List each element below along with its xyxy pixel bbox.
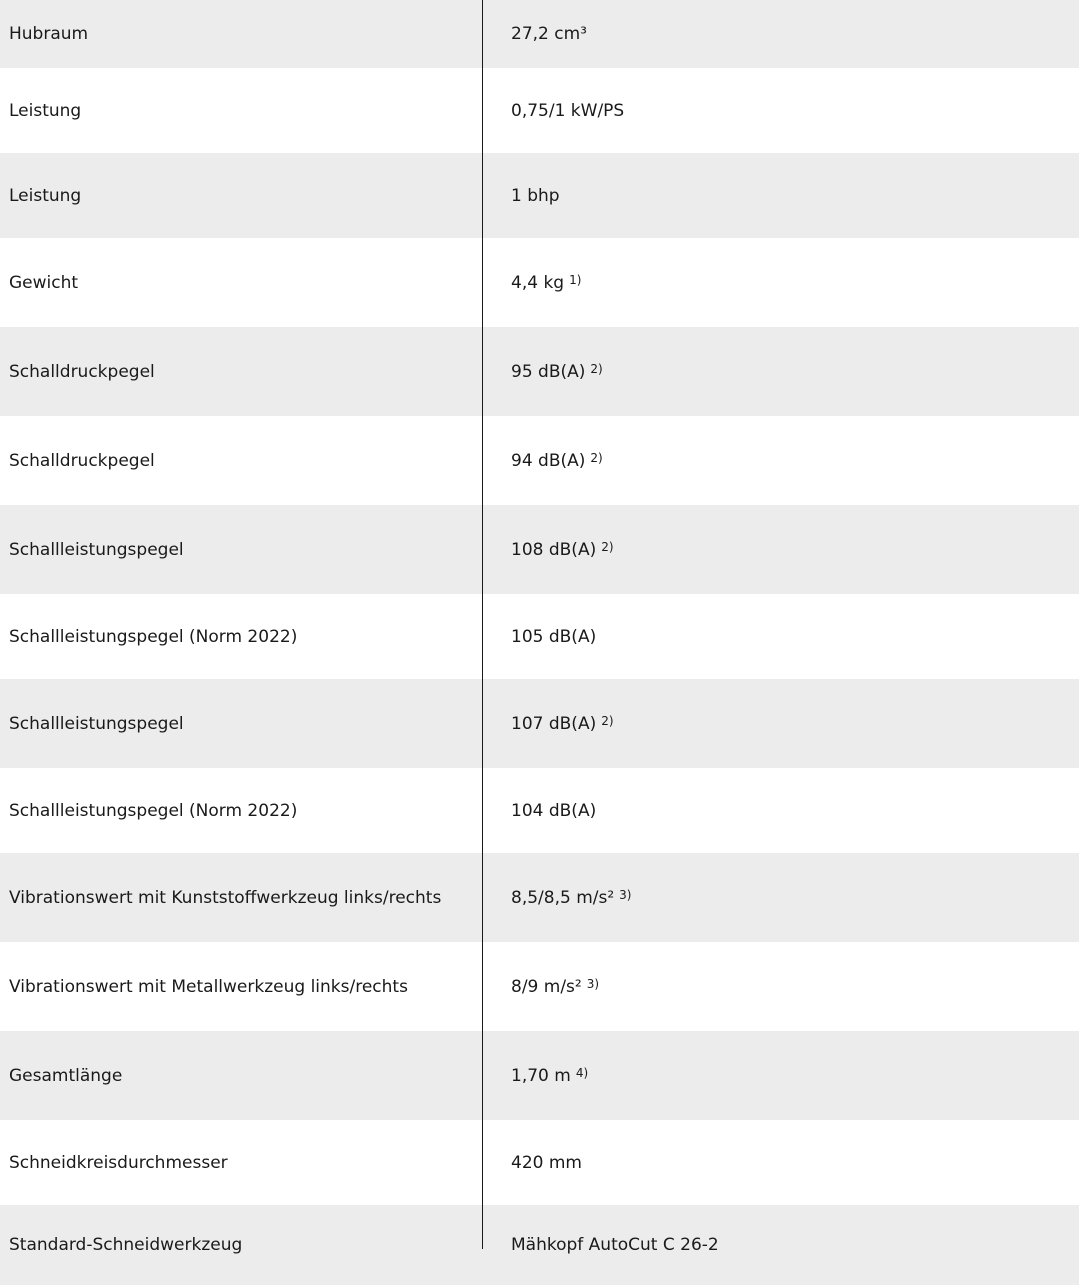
spec-label: Hubraum (9, 24, 89, 44)
column-divider (482, 0, 483, 1249)
spec-value: 420 mm (511, 1152, 582, 1173)
table-row (0, 1031, 1079, 1120)
spec-value-cell (482, 1031, 1079, 1120)
spec-value-cell (482, 153, 1079, 238)
footnote-marker: 1) (569, 272, 582, 287)
spec-label: Schallleistungspegel (Norm 2022) (9, 626, 298, 647)
spec-label: Leistung (9, 185, 82, 206)
table-row (0, 942, 1079, 1031)
footnote-marker: 3) (586, 976, 600, 991)
spec-value: 108 dB(A) (511, 539, 597, 560)
spec-value: 95 dB(A) (511, 361, 586, 382)
spec-value: 27,2 cm³ (511, 24, 587, 44)
spec-value: 8,5/8,5 m/s² (511, 887, 615, 908)
table-row (0, 1205, 1079, 1285)
footnote-marker: 2) (601, 713, 614, 728)
spec-value: 4,4 kg (511, 272, 565, 293)
spec-label: Gesamtlänge (9, 1065, 123, 1086)
spec-label: Schallleistungspegel (9, 539, 184, 560)
spec-value: 105 dB(A) (511, 626, 597, 647)
spec-label: Standard-Schneidwerkzeug (9, 1235, 243, 1255)
spec-value-cell (482, 68, 1079, 153)
table-row (0, 1120, 1079, 1205)
table-row (0, 768, 1079, 853)
table-row (0, 594, 1079, 679)
table-row (0, 0, 1079, 68)
table-row (0, 327, 1079, 416)
footnote-marker: 2) (590, 450, 603, 465)
spec-label: Schneidkreisdurchmesser (9, 1152, 228, 1173)
spec-value-cell (482, 679, 1079, 768)
spec-value-cell (482, 0, 1079, 68)
spec-value: 1,70 m (511, 1065, 571, 1086)
table-row (0, 416, 1079, 505)
spec-label: Vibrationswert mit Kunststoffwerkzeug links/rechts (9, 887, 442, 908)
footnote-marker: 3) (619, 887, 632, 902)
spec-label: Schallleistungspegel (Norm 2022) (9, 800, 298, 821)
spec-value: 104 dB(A) (511, 800, 597, 821)
footnote-marker: 4) (575, 1065, 589, 1080)
spec-value-cell (482, 327, 1079, 416)
table-row (0, 505, 1079, 594)
spec-value: 1 bhp (511, 185, 560, 206)
table-row (0, 153, 1079, 238)
spec-value-cell (482, 416, 1079, 505)
table-row (0, 238, 1079, 327)
spec-label: Gewicht (9, 272, 79, 293)
spec-value-cell (482, 1120, 1079, 1205)
footnote-marker: 2) (601, 539, 614, 554)
spec-value-cell (482, 594, 1079, 679)
spec-value-cell (482, 768, 1079, 853)
table-row (0, 853, 1079, 942)
table-row (0, 68, 1079, 153)
spec-value-cell (482, 238, 1079, 327)
spec-label: Leistung (9, 100, 82, 121)
spec-value-cell (482, 505, 1079, 594)
spec-label: Schalldruckpegel (9, 450, 155, 471)
spec-value-cell (482, 1205, 1079, 1285)
table-row (0, 679, 1079, 768)
spec-value: 8/9 m/s² (511, 976, 582, 997)
spec-value-cell (482, 853, 1079, 942)
spec-value: Mähkopf AutoCut C 26-2 (511, 1235, 719, 1255)
spec-value: 107 dB(A) (511, 713, 597, 734)
spec-label: Vibrationswert mit Metallwerkzeug links/rechts (9, 976, 408, 997)
spec-value-cell (482, 942, 1079, 1031)
spec-value: 94 dB(A) (511, 450, 586, 471)
spec-label: Schallleistungspegel (9, 713, 184, 734)
spec-value: 0,75/1 kW/PS (511, 100, 625, 121)
footnote-marker: 2) (590, 361, 603, 376)
spec-label: Schalldruckpegel (9, 361, 155, 382)
